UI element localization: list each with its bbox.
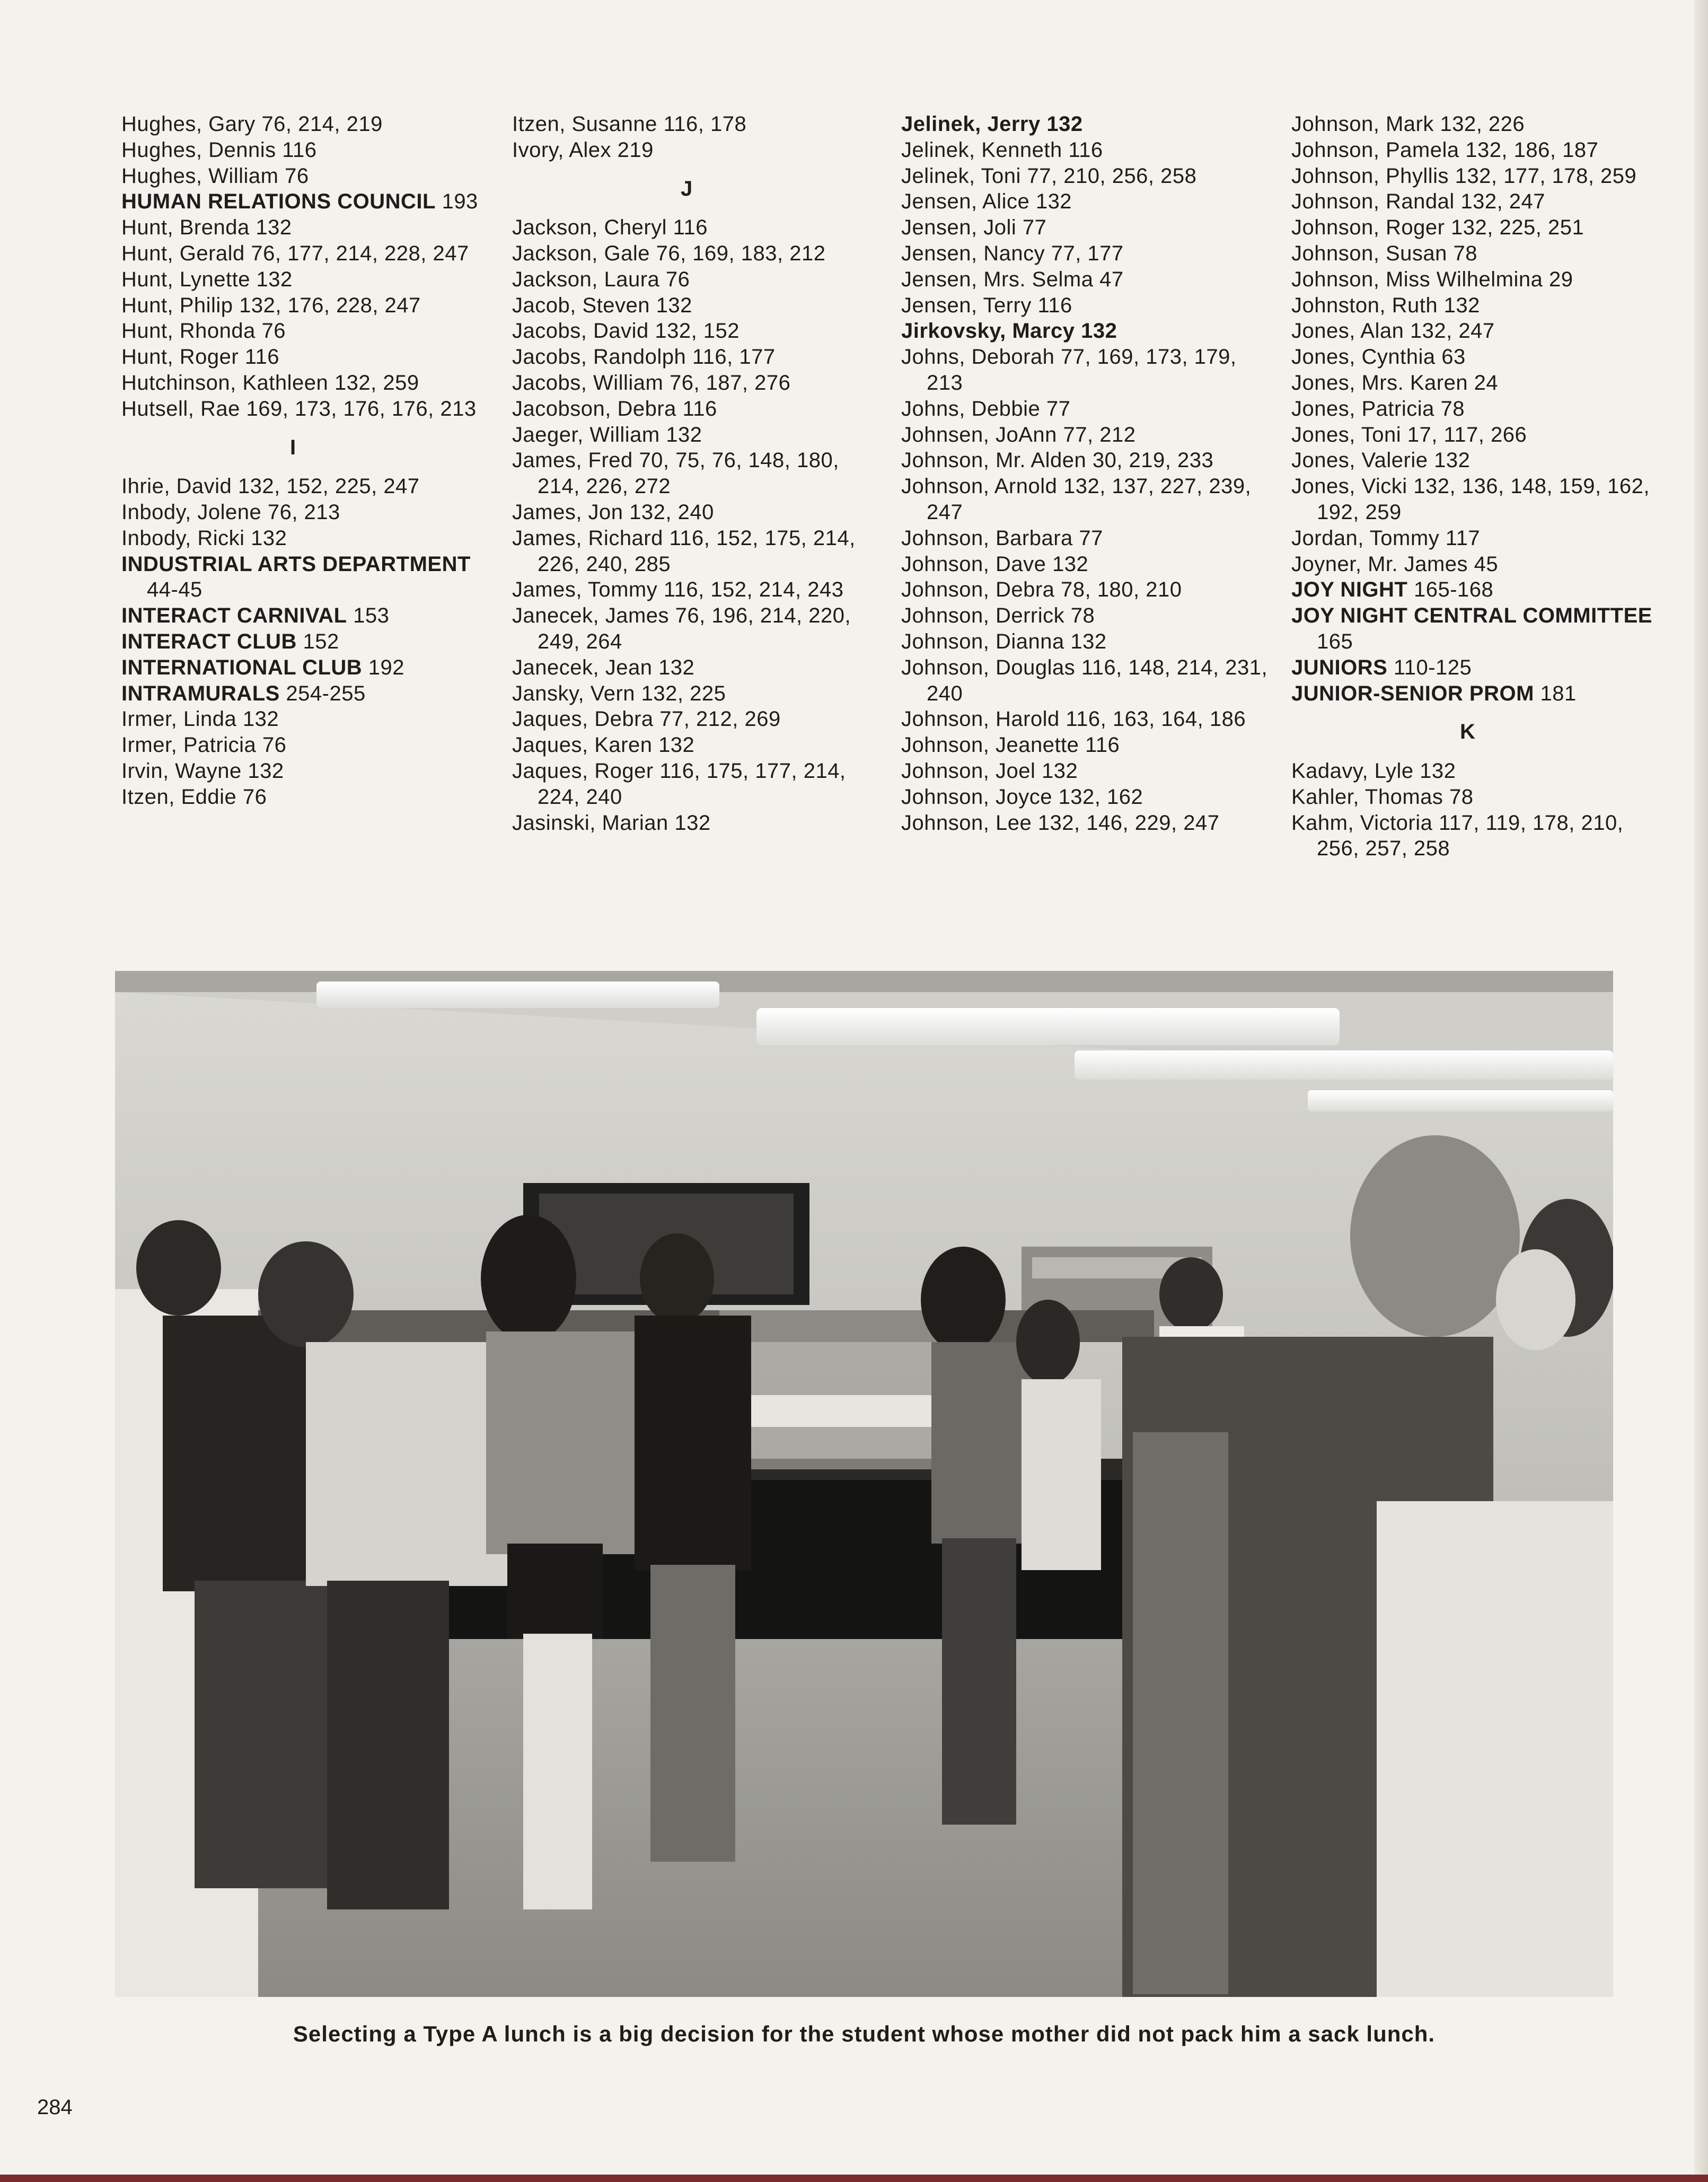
index-entry: Irmer, Patricia 76 [121, 733, 287, 757]
cafeteria-lunch-line-photo [115, 971, 1613, 1997]
index-entry: James, Richard 116, 152, 175, 214, 226, 240, 285 [512, 526, 856, 576]
index-entry: Jackson, Cheryl 116 [512, 216, 708, 240]
index-entry-heading [121, 551, 492, 603]
index-entry: Johnson, Douglas 116, 148, 214, 231, 240 [901, 655, 1268, 705]
index-entry: Johnson, Randal 132, 247 [1291, 190, 1546, 214]
index-entry: Johnson, Dianna 132 [901, 629, 1107, 653]
index-entry: Jensen, Terry 116 [901, 293, 1072, 317]
index-entry: Hunt, Lynette 132 [121, 267, 293, 291]
index-heading-text: INDUSTRIAL ARTS DEPARTMENT [121, 552, 471, 576]
index-heading-text: JOY NIGHT CENTRAL COMMITTEE [1291, 604, 1652, 628]
index-entry: Kahler, Thomas 78 [1291, 785, 1474, 809]
index-entry: Jones, Alan 132, 247 [1291, 319, 1495, 343]
index-entry-heading [121, 603, 492, 629]
index-entry: Jirkovsky, Marcy 132 [901, 319, 1117, 343]
photo-caption: Selecting a Type A lunch is a big decision for the student whose mother did not pack him a sack lunch. [293, 2021, 1436, 2046]
index-entry: Johnson, Joyce 132, 162 [901, 785, 1143, 809]
index-entry: Itzen, Susanne 116, 178 [512, 112, 747, 136]
index-entry: Johns, Debbie 77 [901, 397, 1071, 420]
index-entry: Jones, Mrs. Karen 24 [1291, 371, 1499, 395]
index-entry: Johnston, Ruth 132 [1291, 293, 1480, 317]
index-entry: Ihrie, David 132, 152, 225, 247 [121, 475, 420, 498]
index-entry: Johnson, Pamela 132, 186, 187 [1291, 138, 1599, 162]
index-entry-heading [1291, 577, 1662, 603]
index-column-1 [121, 111, 492, 810]
index-entry: Inbody, Jolene 76, 213 [121, 500, 340, 524]
index-entry: Hutsell, Rae 169, 173, 176, 176, 213 [121, 397, 477, 420]
index-heading-text: HUMAN RELATIONS COUNCIL [121, 190, 436, 214]
index-entry: Johnson, Mr. Alden 30, 219, 233 [901, 449, 1214, 472]
index-heading-pages: 165-168 [1407, 578, 1494, 602]
index-entry: Jordan, Tommy 117 [1291, 526, 1481, 550]
page-edge [1694, 0, 1708, 2182]
index-entry: Jacobs, David 132, 152 [512, 319, 740, 343]
index-entry: Jaeger, William 132 [512, 423, 702, 446]
index-entry: Kahm, Victoria 117, 119, 178, 210, 256, 257, 258 [1291, 811, 1624, 861]
index-entry-heading [1291, 603, 1662, 655]
page-number: 284 [37, 2096, 73, 2119]
index-entry: Johnson, Joel 132 [901, 759, 1078, 783]
index-entry: Johnson, Miss Wilhelmina 29 [1291, 267, 1573, 291]
index-entry: Johnson, Dave 132 [901, 552, 1089, 576]
index-entry: Johnson, Harold 116, 163, 164, 186 [901, 707, 1246, 731]
index-entry: Johnson, Jeanette 116 [901, 733, 1120, 757]
index-heading-text: JUNIORS [1291, 655, 1388, 679]
index-entry: Hughes, Gary 76, 214, 219 [121, 112, 383, 136]
index-entry: Johnson, Susan 78 [1291, 241, 1477, 265]
index-heading-text: INTERACT CARNIVAL [121, 604, 347, 628]
index-column-2 [512, 111, 883, 836]
index-entry: James, Jon 132, 240 [512, 500, 714, 524]
index-entry: Jasinski, Marian 132 [512, 811, 711, 835]
index-heading-pages: 152 [296, 629, 339, 653]
index-entry: Jelinek, Kenneth 116 [901, 138, 1103, 162]
index-entry: Johnson, Debra 78, 180, 210 [901, 578, 1182, 602]
index-heading-pages: 44-45 [147, 578, 203, 602]
index-entry: Joyner, Mr. James 45 [1291, 552, 1499, 576]
index-entry: Jaques, Roger 116, 175, 177, 214, 224, 240 [512, 759, 846, 809]
index-entry: Jones, Vicki 132, 136, 148, 159, 162, 192, 259 [1291, 475, 1650, 524]
index-entry-heading [1291, 655, 1662, 681]
index-entry: Johnson, Barbara 77 [901, 526, 1103, 550]
index-entry: Jones, Cynthia 63 [1291, 345, 1466, 369]
section-letter: K [1460, 720, 1476, 744]
index-entry: Jones, Toni 17, 117, 266 [1291, 423, 1527, 446]
index-entry: Johns, Deborah 77, 169, 173, 179, 213 [901, 345, 1237, 395]
index-entry: Janecek, James 76, 196, 214, 220, 249, 264 [512, 604, 851, 653]
index-entry: Jensen, Nancy 77, 177 [901, 241, 1124, 265]
index-entry: Johnson, Mark 132, 226 [1291, 112, 1525, 136]
index-entry: Jaques, Karen 132 [512, 733, 695, 757]
index-entry: Johnson, Roger 132, 225, 251 [1291, 216, 1584, 240]
index-heading-pages: 153 [347, 604, 390, 628]
index-entry: Hughes, William 76 [121, 164, 309, 188]
index-entry: Hunt, Gerald 76, 177, 214, 228, 247 [121, 241, 469, 265]
index-entry: Johnson, Arnold 132, 137, 227, 239, 247 [901, 475, 1252, 524]
index-entry: Jackson, Laura 76 [512, 267, 690, 291]
index-heading-pages: 181 [1534, 681, 1577, 705]
index-entry: Jelinek, Jerry 132 [901, 112, 1083, 136]
index-entry: Ivory, Alex 219 [512, 138, 654, 162]
index-entry-heading [121, 189, 492, 215]
index-entry: Jones, Patricia 78 [1291, 397, 1465, 420]
index-entry: Hunt, Roger 116 [121, 345, 280, 369]
index-entry: Jacobs, Randolph 116, 177 [512, 345, 776, 369]
index-entry-heading [121, 655, 492, 681]
index-heading-pages: 193 [435, 190, 478, 214]
index-entry: Jackson, Gale 76, 169, 183, 212 [512, 241, 826, 265]
index-entry: Jaques, Debra 77, 212, 269 [512, 707, 781, 731]
index-entry: Jones, Valerie 132 [1291, 449, 1471, 472]
section-letter: J [681, 177, 693, 200]
index-heading-text: INTRAMURALS [121, 681, 280, 705]
index-entry: Irvin, Wayne 132 [121, 759, 284, 783]
index-heading-text: INTERACT CLUB [121, 629, 297, 653]
index-entry: Jacobs, William 76, 187, 276 [512, 371, 791, 395]
index-entry: Jensen, Alice 132 [901, 190, 1072, 214]
index-entry-heading [121, 681, 492, 707]
index-entry: James, Fred 70, 75, 76, 148, 180, 214, 226, 272 [512, 449, 839, 498]
page-bottom-edge [0, 2175, 1708, 2182]
index-entry: Jelinek, Toni 77, 210, 256, 258 [901, 164, 1197, 188]
index-entry: Hughes, Dennis 116 [121, 138, 317, 162]
index-heading-text: JUNIOR-SENIOR PROM [1291, 681, 1534, 705]
index-column-3 [901, 111, 1272, 836]
index-entry: Hunt, Rhonda 76 [121, 319, 286, 343]
index-entry: Irmer, Linda 132 [121, 707, 279, 731]
index-entry: Inbody, Ricki 132 [121, 526, 287, 550]
index-entry: Johnson, Phyllis 132, 177, 178, 259 [1291, 164, 1637, 188]
index-heading-pages: 110-125 [1387, 655, 1472, 679]
index-entry: Johnsen, JoAnn 77, 212 [901, 423, 1136, 446]
index-heading-text: INTERNATIONAL CLUB [121, 655, 363, 679]
index-entry: Jacob, Steven 132 [512, 293, 692, 317]
index-entry: Jansky, Vern 132, 225 [512, 681, 726, 705]
section-letter: I [290, 435, 296, 459]
index-entry: Johnson, Lee 132, 146, 229, 247 [901, 811, 1220, 835]
index-entry: Jacobson, Debra 116 [512, 397, 717, 420]
index-entry-heading [121, 629, 492, 655]
index-heading-pages: 165 [1317, 629, 1353, 653]
index-heading-pages: 192 [362, 655, 405, 679]
index-heading-pages: 254-255 [279, 681, 366, 705]
index-entry: Johnson, Derrick 78 [901, 604, 1095, 628]
index-entry: Hunt, Philip 132, 176, 228, 247 [121, 293, 421, 317]
index-entry: Janecek, Jean 132 [512, 655, 695, 679]
index-entry: Jensen, Joli 77 [901, 216, 1047, 240]
index-entry: Itzen, Eddie 76 [121, 785, 267, 809]
index-entry: Hunt, Brenda 132 [121, 216, 292, 240]
index-entry: Kadavy, Lyle 132 [1291, 759, 1456, 783]
index-entry: Hutchinson, Kathleen 132, 259 [121, 371, 419, 395]
index-entry: Jensen, Mrs. Selma 47 [901, 267, 1124, 291]
index-column-4 [1291, 111, 1662, 862]
index-entry-heading [1291, 681, 1662, 707]
index-heading-text: JOY NIGHT [1291, 578, 1408, 602]
index-entry: James, Tommy 116, 152, 214, 243 [512, 578, 844, 602]
